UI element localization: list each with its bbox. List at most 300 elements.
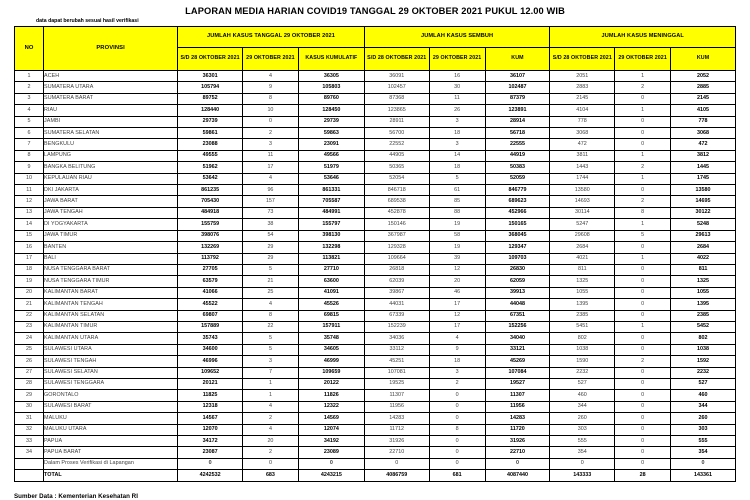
cell-meninggal_sd: 1443 [550, 162, 615, 173]
cell-meninggal_sd: 29608 [550, 230, 615, 241]
cell-kasus_hari: 96 [243, 185, 299, 196]
cell-no: 31 [15, 413, 44, 424]
cell-meninggal_kum: 4022 [671, 253, 736, 264]
cell-kasus_sd: 12318 [178, 401, 243, 412]
cell-kasus_kum: 36305 [298, 71, 364, 82]
cell-kasus_sd: 89752 [178, 93, 243, 104]
cell-meninggal_sd: 1325 [550, 276, 615, 287]
cell-sembuh_kum: 14283 [485, 413, 550, 424]
cell-meninggal_hari: 0 [615, 139, 671, 150]
cell-no: 1 [15, 71, 44, 82]
cell-sembuh_hari: 19 [429, 219, 485, 230]
cell-kasus_sd: 14567 [178, 413, 243, 424]
cell-meninggal_hari: 0 [615, 344, 671, 355]
cell-kasus_hari: 3 [243, 139, 299, 150]
cell-kasus_hari: 8 [243, 93, 299, 104]
cell-meninggal_hari: 0 [615, 116, 671, 127]
cell-meninggal_hari: 1 [615, 321, 671, 332]
cell-no: 27 [15, 367, 44, 378]
cell-kasus_hari: 9 [243, 82, 299, 93]
cell-meninggal_sd: 5247 [550, 219, 615, 230]
cell-kasus_hari: 11 [243, 150, 299, 161]
cell-sembuh_hari: 3 [429, 139, 485, 150]
cell-sembuh_kum: 11956 [485, 401, 550, 412]
cell-sembuh_sd: 22710 [364, 447, 429, 458]
cell-sembuh_hari: 18 [429, 356, 485, 367]
cell-kasus_kum: 861331 [298, 185, 364, 196]
cell-meninggal_kum: 5248 [671, 219, 736, 230]
cell-sembuh_kum: 62059 [485, 276, 550, 287]
cell-sembuh_kum: 56718 [485, 128, 550, 139]
cell-kasus_sd: 69807 [178, 310, 243, 321]
cell-sembuh_sd: 11956 [364, 401, 429, 412]
cell-meninggal_sd: 344 [550, 401, 615, 412]
total-cell-sembuh_sd: 4086759 [364, 470, 429, 482]
cell-kasus_kum: 105803 [298, 82, 364, 93]
table-row [15, 82, 736, 93]
cell-meninggal_kum: 1325 [671, 276, 736, 287]
cell-no: 6 [15, 128, 44, 139]
cell-kasus_hari: 1 [243, 378, 299, 389]
cell-meninggal_kum: 14695 [671, 196, 736, 207]
table-row [15, 162, 736, 173]
cell-kasus_kum: 34192 [298, 436, 364, 447]
cell-meninggal_hari: 1 [615, 173, 671, 184]
cell-meninggal_sd: 5451 [550, 321, 615, 332]
table-row [15, 356, 736, 367]
cell-sembuh_kum: 22555 [485, 139, 550, 150]
cell-meninggal_kum: 260 [671, 413, 736, 424]
cell-provinsi: SULAWESI TENGAH [44, 356, 178, 367]
cell-meninggal_kum: 1445 [671, 162, 736, 173]
cell-meninggal_hari: 0 [615, 128, 671, 139]
cell-meninggal_kum: 555 [671, 436, 736, 447]
cell-sembuh_sd: 14283 [364, 413, 429, 424]
cell-sembuh_hari: 85 [429, 196, 485, 207]
cell-meninggal_sd: 1038 [550, 344, 615, 355]
cell-kasus_kum: 128450 [298, 105, 364, 116]
cell-meninggal_kum: 460 [671, 390, 736, 401]
column-header-kasus-hari: 29 OKTOBER 2021 [243, 48, 299, 71]
cell-kasus_sd: 484918 [178, 207, 243, 218]
column-header-sembuh-kum: KUM [485, 48, 550, 71]
table-row [15, 458, 736, 469]
cell-provinsi: PAPUA [44, 436, 178, 447]
header-group-row [15, 27, 736, 48]
cell-no: 33 [15, 436, 44, 447]
cell-kasus_hari: 38 [243, 219, 299, 230]
cell-kasus_kum: 484991 [298, 207, 364, 218]
cell-sembuh_kum: 123891 [485, 105, 550, 116]
cell-kasus_kum: 157911 [298, 321, 364, 332]
cell-sembuh_sd: 0 [364, 458, 429, 469]
page-title: LAPORAN MEDIA HARIAN COVID19 TANGGAL 29 OKTOBER 2021 PUKUL 12.00 WIB [185, 6, 565, 16]
cell-meninggal_kum: 1395 [671, 299, 736, 310]
cell-meninggal_hari: 1 [615, 71, 671, 82]
cell-meninggal_hari: 0 [615, 276, 671, 287]
cell-meninggal_hari: 1 [615, 219, 671, 230]
cell-kasus_kum: 109659 [298, 367, 364, 378]
cell-sembuh_hari: 17 [429, 299, 485, 310]
cell-sembuh_sd: 56700 [364, 128, 429, 139]
cell-no: 10 [15, 173, 44, 184]
column-header-meninggal-sd: S/D 28 OKTOBER 2021 [550, 48, 615, 71]
cell-meninggal_hari: 0 [615, 436, 671, 447]
cell-meninggal_kum: 2052 [671, 71, 736, 82]
cell-sembuh_hari: 2 [429, 378, 485, 389]
cell-sembuh_hari: 39 [429, 253, 485, 264]
cell-kasus_kum: 132298 [298, 242, 364, 253]
column-header-sembuh-hari: 29 OKTOBER 2021 [429, 48, 485, 71]
cell-kasus_hari: 0 [243, 458, 299, 469]
covid-report-table [14, 26, 736, 482]
cell-kasus_sd: 113792 [178, 253, 243, 264]
cell-sembuh_kum: 150165 [485, 219, 550, 230]
cell-provinsi: JAWA TIMUR [44, 230, 178, 241]
cell-meninggal_hari: 0 [615, 390, 671, 401]
cell-sembuh_hari: 0 [429, 436, 485, 447]
cell-kasus_sd: 34172 [178, 436, 243, 447]
cell-sembuh_hari: 8 [429, 424, 485, 435]
cell-sembuh_sd: 33112 [364, 344, 429, 355]
cell-kasus_kum: 23091 [298, 139, 364, 150]
cell-provinsi: BENGKULU [44, 139, 178, 150]
cell-kasus_hari: 5 [243, 344, 299, 355]
cell-sembuh_sd: 11712 [364, 424, 429, 435]
cell-meninggal_hari: 2 [615, 196, 671, 207]
cell-sembuh_kum: 19527 [485, 378, 550, 389]
cell-sembuh_hari: 3 [429, 116, 485, 127]
cell-meninggal_sd: 3068 [550, 128, 615, 139]
cell-no: 23 [15, 321, 44, 332]
cell-meninggal_kum: 303 [671, 424, 736, 435]
cell-kasus_hari: 1 [243, 390, 299, 401]
cell-meninggal_hari: 1 [615, 253, 671, 264]
cell-kasus_kum: 51979 [298, 162, 364, 173]
cell-meninggal_sd: 1055 [550, 287, 615, 298]
table-row [15, 128, 736, 139]
cell-kasus_kum: 29739 [298, 116, 364, 127]
cell-provinsi: SUMATERA BARAT [44, 93, 178, 104]
cell-kasus_hari: 4 [243, 299, 299, 310]
cell-kasus_hari: 25 [243, 287, 299, 298]
cell-sembuh_hari: 0 [429, 401, 485, 412]
cell-sembuh_sd: 28911 [364, 116, 429, 127]
cell-meninggal_hari: 0 [615, 93, 671, 104]
cell-meninggal_hari: 0 [615, 242, 671, 253]
cell-kasus_kum: 14569 [298, 413, 364, 424]
cell-meninggal_kum: 1592 [671, 356, 736, 367]
cell-sembuh_kum: 102487 [485, 82, 550, 93]
cell-provinsi: NUSA TENGGARA TIMUR [44, 276, 178, 287]
table-row [15, 105, 736, 116]
cell-kasus_hari: 5 [243, 264, 299, 275]
column-group-sembuh: JUMLAH KASUS SEMBUH [364, 27, 550, 48]
cell-no: 5 [15, 116, 44, 127]
cell-meninggal_sd: 811 [550, 264, 615, 275]
cell-provinsi: PAPUA BARAT [44, 447, 178, 458]
cell-kasus_sd: 23088 [178, 139, 243, 150]
cell-kasus_hari: 5 [243, 333, 299, 344]
cell-sembuh_hari: 19 [429, 242, 485, 253]
total-cell-kasus_kum: 4243215 [298, 470, 364, 482]
cell-sembuh_sd: 34036 [364, 333, 429, 344]
cell-kasus_kum: 27710 [298, 264, 364, 275]
cell-meninggal_kum: 5452 [671, 321, 736, 332]
cell-no: 14 [15, 219, 44, 230]
cell-sembuh_kum: 452966 [485, 207, 550, 218]
cell-kasus_hari: 4 [243, 424, 299, 435]
cell-meninggal_hari: 0 [615, 458, 671, 469]
cell-sembuh_kum: 44919 [485, 150, 550, 161]
cell-kasus_kum: 20122 [298, 378, 364, 389]
cell-no: 7 [15, 139, 44, 150]
cell-no: 17 [15, 253, 44, 264]
cell-meninggal_kum: 2232 [671, 367, 736, 378]
cell-sembuh_kum: 34040 [485, 333, 550, 344]
cell-provinsi: KALIMANTAN TIMUR [44, 321, 178, 332]
cell-no [15, 458, 44, 469]
cell-kasus_sd: 157889 [178, 321, 243, 332]
cell-meninggal_sd: 0 [550, 458, 615, 469]
cell-sembuh_sd: 367987 [364, 230, 429, 241]
cell-provinsi: SUMATERA UTARA [44, 82, 178, 93]
table-row [15, 253, 736, 264]
cell-sembuh_kum: 50383 [485, 162, 550, 173]
cell-no: 21 [15, 299, 44, 310]
cell-kasus_sd: 53642 [178, 173, 243, 184]
cell-kasus_hari: 73 [243, 207, 299, 218]
cell-sembuh_hari: 61 [429, 185, 485, 196]
cell-kasus_hari: 54 [243, 230, 299, 241]
cell-meninggal_sd: 778 [550, 116, 615, 127]
table-row [15, 401, 736, 412]
total-cell-kasus_hari: 683 [243, 470, 299, 482]
cell-meninggal_kum: 2385 [671, 310, 736, 321]
table-row [15, 207, 736, 218]
table-row [15, 185, 736, 196]
cell-meninggal_hari: 0 [615, 299, 671, 310]
cell-sembuh_kum: 36107 [485, 71, 550, 82]
cell-meninggal_hari: 0 [615, 264, 671, 275]
cell-sembuh_hari: 18 [429, 162, 485, 173]
cell-meninggal_kum: 4105 [671, 105, 736, 116]
table-row [15, 378, 736, 389]
cell-sembuh_hari: 9 [429, 344, 485, 355]
total-cell-provinsi: TOTAL [44, 470, 178, 482]
cell-sembuh_hari: 0 [429, 390, 485, 401]
cell-sembuh_kum: 689623 [485, 196, 550, 207]
cell-meninggal_sd: 472 [550, 139, 615, 150]
cell-sembuh_hari: 12 [429, 310, 485, 321]
total-cell-meninggal_sd: 143333 [550, 470, 615, 482]
cell-sembuh_hari: 17 [429, 321, 485, 332]
cell-kasus_sd: 35743 [178, 333, 243, 344]
cell-provinsi: SULAWESI BARAT [44, 401, 178, 412]
cell-meninggal_kum: 13580 [671, 185, 736, 196]
cell-no: 24 [15, 333, 44, 344]
cell-kasus_sd: 49555 [178, 150, 243, 161]
cell-sembuh_sd: 44905 [364, 150, 429, 161]
cell-no: 11 [15, 185, 44, 196]
table-row [15, 219, 736, 230]
cell-provinsi: SUMATERA SELATAN [44, 128, 178, 139]
cell-kasus_hari: 8 [243, 310, 299, 321]
cell-meninggal_hari: 0 [615, 333, 671, 344]
cell-sembuh_sd: 22552 [364, 139, 429, 150]
cell-sembuh_sd: 50365 [364, 162, 429, 173]
cell-meninggal_sd: 303 [550, 424, 615, 435]
table-row [15, 344, 736, 355]
cell-kasus_sd: 45522 [178, 299, 243, 310]
cell-provinsi: BALI [44, 253, 178, 264]
cell-kasus_sd: 0 [178, 458, 243, 469]
cell-kasus_kum: 59863 [298, 128, 364, 139]
cell-provinsi: MALUKU UTARA [44, 424, 178, 435]
cell-sembuh_hari: 14 [429, 150, 485, 161]
cell-sembuh_kum: 152256 [485, 321, 550, 332]
cell-sembuh_kum: 11720 [485, 424, 550, 435]
cell-sembuh_hari: 12 [429, 264, 485, 275]
cell-sembuh_sd: 107081 [364, 367, 429, 378]
cell-meninggal_kum: 802 [671, 333, 736, 344]
cell-kasus_sd: 128440 [178, 105, 243, 116]
cell-kasus_sd: 29739 [178, 116, 243, 127]
table-row [15, 93, 736, 104]
cell-sembuh_kum: 39913 [485, 287, 550, 298]
table-row [15, 287, 736, 298]
cell-kasus_hari: 0 [243, 116, 299, 127]
cell-meninggal_kum: 30122 [671, 207, 736, 218]
column-group-meninggal: JUMLAH KASUS MENINGGAL [550, 27, 736, 48]
cell-meninggal_kum: 3068 [671, 128, 736, 139]
cell-kasus_kum: 12322 [298, 401, 364, 412]
cell-meninggal_hari: 0 [615, 310, 671, 321]
cell-provinsi: JAWA BARAT [44, 196, 178, 207]
cell-provinsi: MALUKU [44, 413, 178, 424]
cell-meninggal_kum: 344 [671, 401, 736, 412]
table-row [15, 436, 736, 447]
cell-sembuh_sd: 62039 [364, 276, 429, 287]
cell-no: 25 [15, 344, 44, 355]
cell-kasus_kum: 23089 [298, 447, 364, 458]
cell-sembuh_kum: 368045 [485, 230, 550, 241]
cell-meninggal_sd: 802 [550, 333, 615, 344]
cell-meninggal_sd: 3811 [550, 150, 615, 161]
cell-sembuh_sd: 45251 [364, 356, 429, 367]
cell-meninggal_sd: 14693 [550, 196, 615, 207]
cell-kasus_sd: 27705 [178, 264, 243, 275]
cell-kasus_hari: 7 [243, 367, 299, 378]
cell-sembuh_hari: 5 [429, 173, 485, 184]
cell-sembuh_kum: 26830 [485, 264, 550, 275]
total-cell-sembuh_kum: 4087440 [485, 470, 550, 482]
cell-meninggal_hari: 0 [615, 367, 671, 378]
cell-kasus_sd: 41066 [178, 287, 243, 298]
cell-sembuh_hari: 18 [429, 128, 485, 139]
table-row [15, 310, 736, 321]
cell-meninggal_kum: 2684 [671, 242, 736, 253]
cell-meninggal_sd: 354 [550, 447, 615, 458]
cell-sembuh_hari: 4 [429, 333, 485, 344]
cell-meninggal_kum: 1055 [671, 287, 736, 298]
table-row [15, 264, 736, 275]
cell-kasus_kum: 41091 [298, 287, 364, 298]
total-cell-meninggal_hari: 28 [615, 470, 671, 482]
cell-sembuh_sd: 129328 [364, 242, 429, 253]
verification-note: data dapat berubah sesuai hasil verifikasi [36, 18, 139, 24]
cell-kasus_kum: 53646 [298, 173, 364, 184]
column-header-provinsi: PROVINSI [44, 27, 178, 71]
cell-provinsi: NUSA TENGGARA BARAT [44, 264, 178, 275]
cell-kasus_hari: 17 [243, 162, 299, 173]
cell-kasus_kum: 155797 [298, 219, 364, 230]
cell-kasus_sd: 20121 [178, 378, 243, 389]
cell-provinsi: SULAWESI UTARA [44, 344, 178, 355]
table-body [15, 71, 736, 482]
cell-sembuh_sd: 26818 [364, 264, 429, 275]
cell-sembuh_sd: 67339 [364, 310, 429, 321]
cell-sembuh_hari: 88 [429, 207, 485, 218]
cell-kasus_kum: 398130 [298, 230, 364, 241]
cell-sembuh_hari: 11 [429, 93, 485, 104]
cell-no: 29 [15, 390, 44, 401]
cell-sembuh_sd: 19525 [364, 378, 429, 389]
cell-sembuh_hari: 0 [429, 447, 485, 458]
cell-no: 28 [15, 378, 44, 389]
cell-kasus_sd: 12070 [178, 424, 243, 435]
cell-meninggal_sd: 2684 [550, 242, 615, 253]
cell-no: 34 [15, 447, 44, 458]
cell-meninggal_hari: 0 [615, 401, 671, 412]
cell-sembuh_sd: 152239 [364, 321, 429, 332]
cell-provinsi: KALIMANTAN UTARA [44, 333, 178, 344]
cell-meninggal_kum: 1038 [671, 344, 736, 355]
cell-meninggal_kum: 3812 [671, 150, 736, 161]
cell-kasus_hari: 2 [243, 447, 299, 458]
cell-meninggal_kum: 2145 [671, 93, 736, 104]
cell-meninggal_sd: 460 [550, 390, 615, 401]
cell-meninggal_hari: 0 [615, 413, 671, 424]
cell-meninggal_kum: 2885 [671, 82, 736, 93]
cell-meninggal_hari: 2 [615, 82, 671, 93]
cell-kasus_sd: 705430 [178, 196, 243, 207]
cell-no: 15 [15, 230, 44, 241]
total-cell-meninggal_kum: 143361 [671, 470, 736, 482]
cell-sembuh_kum: 45269 [485, 356, 550, 367]
cell-sembuh_sd: 52054 [364, 173, 429, 184]
cell-kasus_hari: 3 [243, 356, 299, 367]
table-row [15, 196, 736, 207]
cell-kasus_kum: 63600 [298, 276, 364, 287]
cell-kasus_hari: 10 [243, 105, 299, 116]
cell-sembuh_kum: 107084 [485, 367, 550, 378]
cell-meninggal_sd: 1590 [550, 356, 615, 367]
cell-kasus_kum: 35748 [298, 333, 364, 344]
cell-sembuh_kum: 109703 [485, 253, 550, 264]
cell-kasus_hari: 21 [243, 276, 299, 287]
cell-sembuh_sd: 39867 [364, 287, 429, 298]
cell-meninggal_kum: 0 [671, 458, 736, 469]
cell-no: 30 [15, 401, 44, 412]
table-row [15, 424, 736, 435]
cell-sembuh_kum: 31926 [485, 436, 550, 447]
cell-provinsi: RIAU [44, 105, 178, 116]
column-header-meninggal-kum: KUM [671, 48, 736, 71]
cell-meninggal_sd: 2145 [550, 93, 615, 104]
cell-provinsi: KALIMANTAN TENGAH [44, 299, 178, 310]
cell-kasus_hari: 2 [243, 128, 299, 139]
